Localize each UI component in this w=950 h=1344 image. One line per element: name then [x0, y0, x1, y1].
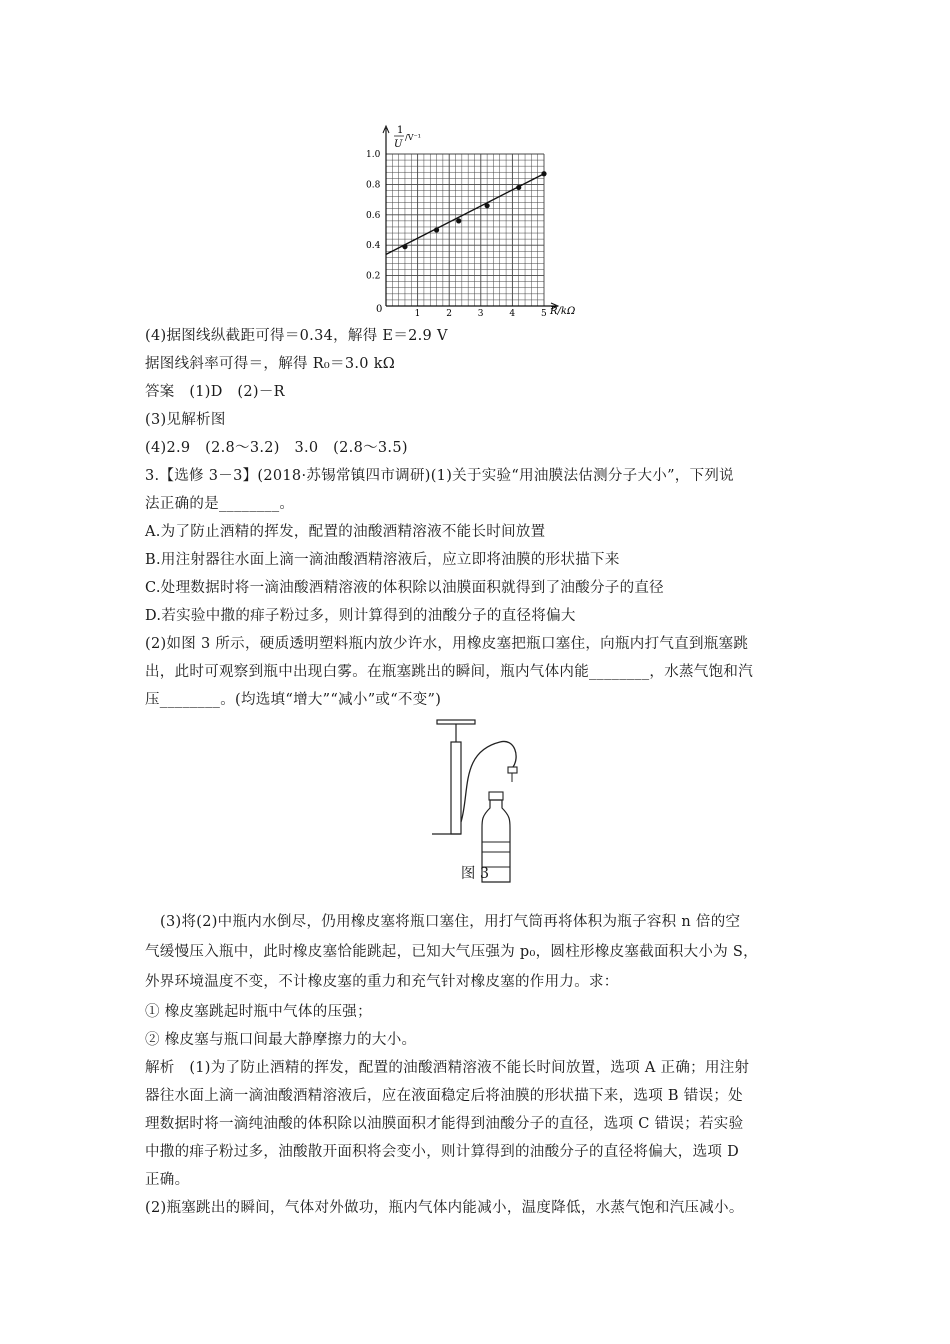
- y-axis-label: [394, 125, 421, 150]
- text-line-23: 中撒的痱子粉过多，油酸散开面积将会变小，则计算得到的油酸分子的直径将偏大，选项 D: [145, 1144, 740, 1160]
- data-point: [485, 203, 490, 208]
- x-axis-label: R/kΩ: [550, 306, 576, 317]
- option-c: C.处理数据时将一滴油酸酒精溶液的体积除以油膜面积就得到了油酸分子的直径: [145, 580, 664, 596]
- y-tick-label: 1.0: [366, 150, 381, 160]
- text-line-7: 法正确的是________。: [145, 496, 295, 512]
- x-tick-label: 4: [509, 309, 516, 319]
- option-b: B.用注射器往水面上滴一滴油酸酒精溶液后，应立即将油膜的形状描下来: [145, 552, 620, 568]
- text-line-12: (2)如图 3 所示，硬质透明塑料瓶内放少许水，用橡皮塞把瓶口塞住，向瓶内打气直到瓶塞跳: [145, 636, 749, 652]
- x-tick-label: 1: [414, 309, 421, 319]
- text-line-5: (4)2.9 (2.8～3.2) 3.0 (2.8～3.5): [145, 440, 408, 456]
- text-line-14: 压________。(均选填“增大”“减小”或“不变”): [145, 692, 442, 708]
- text-line-4: (3)见解析图: [145, 412, 226, 428]
- text-line-15: (3)将(2)中瓶内水倒尽，仍用橡皮塞将瓶口塞住，用打气筒再将体积为瓶子容积 n 倍的空: [160, 914, 741, 930]
- chart: [360, 120, 600, 325]
- y-tick-label: 0.6: [366, 210, 381, 221]
- text-line-24: 正确。: [145, 1172, 190, 1188]
- y-axis-label-den: U: [394, 139, 403, 150]
- data-point: [402, 244, 407, 249]
- data-point: [516, 185, 521, 190]
- y-tick-labels: [366, 150, 381, 282]
- text-line-18: ① 橡皮塞跳起时瓶中气体的压强；: [145, 1004, 372, 1020]
- y-tick-label: 0.8: [366, 180, 381, 191]
- text-line-17: 外界环境温度不变，不计橡皮塞的重力和充气针对橡皮塞的作用力。求：: [145, 974, 619, 990]
- origin-label: 0: [376, 304, 383, 315]
- text-line-6: 3.【选修 3－3】(2018·苏锡常镇四市调研)(1)关于实验“用油膜法估测分子大小”，下列说: [145, 468, 734, 484]
- text-line-22: 理数据时将一滴纯油酸的体积除以油膜面积才能得到油酸分子的直径，选项 C 错误；若实验: [145, 1116, 744, 1132]
- figure-caption: 图 3: [460, 866, 490, 882]
- text-line-19: ② 橡皮塞与瓶口间最大静摩擦力的大小。: [145, 1032, 417, 1048]
- x-tick-label: 2: [446, 309, 452, 319]
- y-axis-label-num: 1: [397, 125, 404, 136]
- text-line-2: 据图线斜率可得＝，解得 R₀＝3.0 kΩ: [145, 356, 396, 372]
- y-tick-label: 0.2: [366, 271, 381, 282]
- text-line-3: 答案 (1)D (2)－R: [145, 384, 285, 400]
- x-tick-label: 3: [477, 309, 484, 319]
- data-point: [434, 227, 439, 232]
- data-point: [541, 171, 546, 176]
- chart-grid: [383, 126, 558, 309]
- chart-marks: [386, 171, 547, 254]
- y-tick-label: 0.4: [366, 241, 381, 252]
- x-tick-labels: [415, 309, 547, 319]
- data-point: [456, 218, 461, 223]
- text-line-20: 解析 (1)为了防止酒精的挥发，配置的油酸酒精溶液不能长时间放置，选项 A 正确；用注射: [145, 1060, 750, 1076]
- x-tick-label: 5: [541, 309, 547, 319]
- text-line-21: 器往水面上滴一滴油酸酒精溶液后，应在液面稳定后将油膜的形状描下来，选项 B 错误；处: [145, 1088, 743, 1104]
- option-d: D.若实验中撒的痱子粉过多，则计算得到的油酸分子的直径将偏大: [145, 608, 576, 624]
- option-a: A.为了防止酒精的挥发，配置的油酸酒精溶液不能长时间放置: [145, 524, 546, 540]
- text-line-1: (4)据图线纵截距可得＝0.34，解得 E＝2.9 V: [145, 328, 448, 344]
- text-line-25: (2)瓶塞跳出的瞬间，气体对外做功，瓶内气体内能减小，温度降低，水蒸气饱和汽压减小。: [145, 1200, 744, 1216]
- text-line-13: 出，此时可观察到瓶中出现白雾。在瓶塞跳出的瞬间，瓶内气体内能________，水蒸气饱和汽: [145, 664, 753, 680]
- y-axis-unit: /V⁻¹: [405, 133, 421, 142]
- text-line-16: 气缓慢压入瓶中，此时橡皮塞恰能跳起，已知大气压强为 p₀，圆柱形橡皮塞截面积大小为 S，: [145, 944, 758, 960]
